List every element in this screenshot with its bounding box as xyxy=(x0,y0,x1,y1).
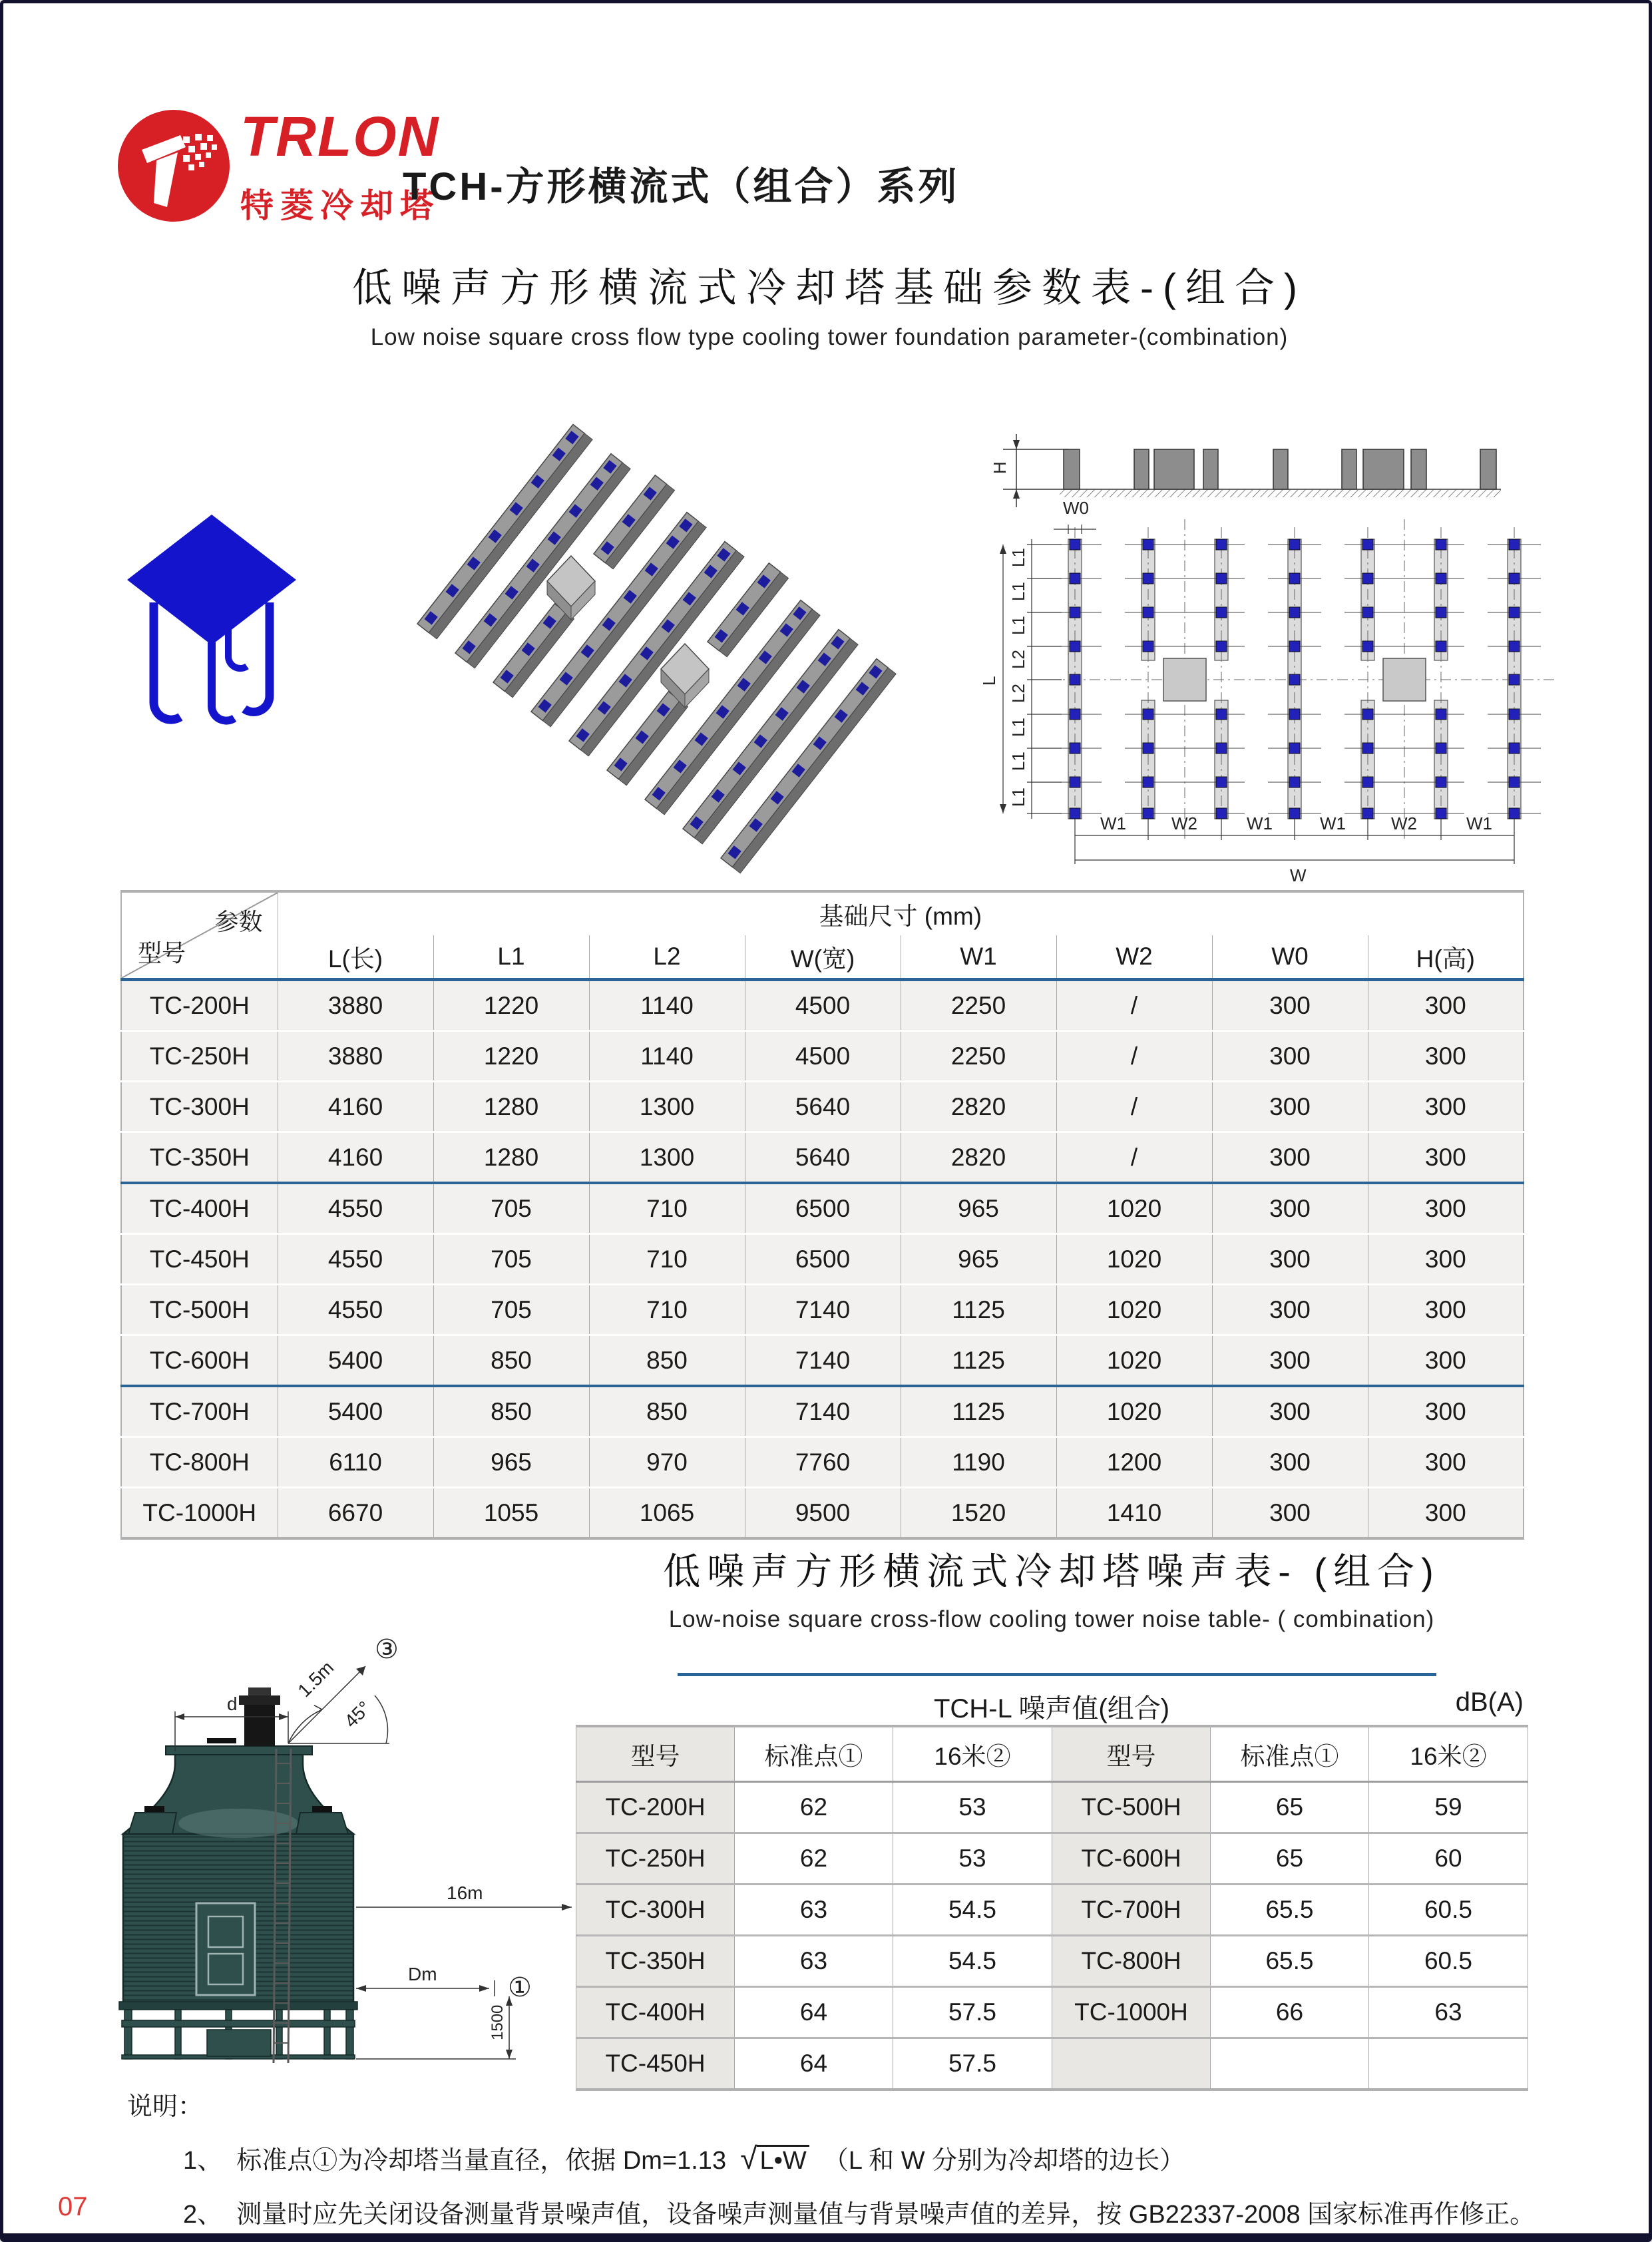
table-cell: 7760 xyxy=(745,1437,901,1488)
table-cell: 300 xyxy=(1368,980,1524,1031)
table-row xyxy=(576,1782,1528,1833)
table-cell: 53 xyxy=(893,1782,1052,1833)
table-row xyxy=(576,1987,1528,2038)
table-cell: TC-250H xyxy=(576,1833,735,1885)
table-cell: TC-350H xyxy=(121,1132,278,1184)
table-cell: 300 xyxy=(1368,1386,1524,1437)
table-cell: 6500 xyxy=(745,1234,901,1285)
header-brand xyxy=(116,105,440,227)
notes-block xyxy=(127,2086,1545,2230)
table-cell: TC-450H xyxy=(121,1234,278,1285)
table-cell: 300 xyxy=(1368,1488,1524,1539)
table-cell: 1055 xyxy=(433,1488,589,1539)
table-cell: 705 xyxy=(433,1285,589,1335)
table-cell: 705 xyxy=(433,1183,589,1234)
table-cell: 300 xyxy=(1212,1183,1368,1234)
table-cell: 2820 xyxy=(901,1132,1056,1184)
sqrt-radicand: L•W xyxy=(757,2145,809,2175)
noise-table-unit: dB(A) xyxy=(1455,1687,1524,1717)
table-cell: TC-200H xyxy=(576,1782,735,1833)
table-cell: 4500 xyxy=(745,1031,901,1082)
col-header: 标准点① xyxy=(1211,1726,1369,1782)
note-2: 2、 测量时应先关闭设备测量背景噪声值，设备噪声测量值与背景噪声值的差异，按 GB22337-2008 国家标准再作修正。 xyxy=(183,2201,1536,2229)
table-cell: 300 xyxy=(1212,1335,1368,1387)
table-cell: 4550 xyxy=(278,1234,433,1285)
table-cell: 4550 xyxy=(278,1183,433,1234)
noise-table-caption: TCH-L 噪声值(组合) xyxy=(933,1694,1170,1723)
table-cell: / xyxy=(1056,980,1212,1031)
table-row xyxy=(121,1488,1524,1539)
table-cell: 4550 xyxy=(278,1285,433,1335)
table-row xyxy=(121,1285,1524,1335)
table-cell: 1020 xyxy=(1056,1183,1212,1234)
table-cell: 1200 xyxy=(1056,1437,1212,1488)
table-cell: 60 xyxy=(1369,1833,1528,1885)
table-cell: 300 xyxy=(1368,1335,1524,1387)
table-cell: 300 xyxy=(1212,1132,1368,1184)
svg-text:L1: L1 xyxy=(1008,718,1028,737)
table-row xyxy=(576,1885,1528,1936)
table-cell: 3880 xyxy=(278,1031,433,1082)
table-cell: 63 xyxy=(735,1936,893,1987)
table-cell: TC-400H xyxy=(576,1987,735,2038)
svg-text:L1: L1 xyxy=(1008,787,1028,807)
table-cell: TC-600H xyxy=(1052,1833,1211,1885)
table-cell: 1020 xyxy=(1056,1234,1212,1285)
cooling-tower-drawing xyxy=(77,1589,609,2071)
table-cell: 970 xyxy=(589,1437,745,1488)
table-cell: 1140 xyxy=(589,1031,745,1082)
table-row xyxy=(576,2038,1528,2090)
table-cell: 5400 xyxy=(278,1386,433,1437)
table-cell: TC-500H xyxy=(121,1285,278,1335)
table-cell: 965 xyxy=(901,1183,1056,1234)
table-cell: TC-300H xyxy=(576,1885,735,1936)
page-number: 07 xyxy=(58,2192,88,2221)
table-cell: 1020 xyxy=(1056,1335,1212,1387)
section2-title-en: Low-noise square cross-flow cooling tower noise table- ( combination) xyxy=(668,1606,1435,1632)
tower-label-p1: ① xyxy=(508,1973,532,2002)
span-header: 基础尺寸 (mm) xyxy=(278,891,1524,935)
table-cell: 1125 xyxy=(901,1386,1056,1437)
table-cell: 300 xyxy=(1212,1488,1368,1539)
anchor-bolt-icon xyxy=(115,509,308,729)
table-cell: 2250 xyxy=(901,1031,1056,1082)
plan-label-l: L xyxy=(979,676,999,686)
table-cell: 1020 xyxy=(1056,1386,1212,1437)
foundation-table xyxy=(120,890,1524,1540)
table-cell: 1125 xyxy=(901,1335,1056,1387)
table-cell: TC-1000H xyxy=(121,1488,278,1539)
page-title: TCH-方形横流式（组合）系列 xyxy=(403,165,960,208)
notes-heading: 说明： xyxy=(127,2093,204,2121)
table-cell: 5640 xyxy=(745,1132,901,1184)
table-cell: 300 xyxy=(1212,1031,1368,1082)
table-cell: 1020 xyxy=(1056,1285,1212,1335)
table-cell: TC-500H xyxy=(1052,1782,1211,1833)
table-row xyxy=(121,1386,1524,1437)
col-header: 16米② xyxy=(1369,1726,1528,1782)
noise-table-caption-row xyxy=(576,1687,1528,1721)
table-cell: 5400 xyxy=(278,1335,433,1387)
svg-text:L1: L1 xyxy=(1008,752,1028,771)
table-cell: 850 xyxy=(589,1386,745,1437)
table-cell: 300 xyxy=(1212,980,1368,1031)
table-cell: 1220 xyxy=(433,1031,589,1082)
foundation-isometric-drawing xyxy=(409,417,975,887)
col-header: 16米② xyxy=(893,1726,1052,1782)
table-cell: 300 xyxy=(1212,1285,1368,1335)
table-cell: 300 xyxy=(1368,1234,1524,1285)
plan-label-w: W xyxy=(1290,865,1307,885)
table-cell: 7140 xyxy=(745,1335,901,1387)
col-header: 型号 xyxy=(1052,1726,1211,1782)
svg-text:L2: L2 xyxy=(1008,684,1028,703)
tower-label-dm: Dm xyxy=(408,1964,437,1984)
table-cell: 1065 xyxy=(589,1488,745,1539)
table-cell: 300 xyxy=(1368,1183,1524,1234)
table-cell: 965 xyxy=(433,1437,589,1488)
col-header: L1 xyxy=(433,935,589,980)
table-cell: 300 xyxy=(1368,1285,1524,1335)
section1-heading xyxy=(3,256,1652,351)
section2-divider xyxy=(678,1673,1436,1676)
section1-title-cn: 低噪声方形横流式冷却塔基础参数表-(组合) xyxy=(352,266,1307,310)
brand-name: TRLON xyxy=(240,105,440,168)
table-cell: 60.5 xyxy=(1369,1885,1528,1936)
table-cell: TC-600H xyxy=(121,1335,278,1387)
table-cell: TC-800H xyxy=(1052,1936,1211,1987)
table-cell: 62 xyxy=(735,1833,893,1885)
svg-text:L2: L2 xyxy=(1008,650,1028,669)
table-cell: 4160 xyxy=(278,1082,433,1132)
table-cell: 63 xyxy=(735,1885,893,1936)
table-row xyxy=(121,1183,1524,1234)
table-cell: 1520 xyxy=(901,1488,1056,1539)
table-cell: 1280 xyxy=(433,1082,589,1132)
svg-text:L1: L1 xyxy=(1008,582,1028,601)
table-cell: / xyxy=(1056,1031,1212,1082)
col-header: 型号 xyxy=(576,1726,735,1782)
table-cell: 57.5 xyxy=(893,1987,1052,2038)
table-cell: TC-700H xyxy=(121,1386,278,1437)
table-cell: 6110 xyxy=(278,1437,433,1488)
table-cell: 1190 xyxy=(901,1437,1056,1488)
table-cell: 7140 xyxy=(745,1386,901,1437)
svg-text:W1: W1 xyxy=(1247,813,1273,833)
section2-title-cn: 低噪声方形横流式冷却塔噪声表- (组合) xyxy=(663,1550,1440,1592)
noise-table xyxy=(576,1725,1528,2091)
corner-label-param: 参数 xyxy=(214,908,263,935)
svg-text:W1: W1 xyxy=(1466,813,1492,833)
tower-label-15m: 1.5m xyxy=(294,1657,338,1701)
table-row xyxy=(121,1335,1524,1387)
col-header: W1 xyxy=(901,935,1056,980)
col-header: W(宽) xyxy=(745,935,901,980)
table-cell: 53 xyxy=(893,1833,1052,1885)
table-cell xyxy=(1369,2038,1528,2090)
table-cell xyxy=(1052,2038,1211,2090)
table-cell: 65 xyxy=(1211,1782,1369,1833)
table-cell: 9500 xyxy=(745,1488,901,1539)
table-cell: 850 xyxy=(433,1335,589,1387)
table-row xyxy=(121,980,1524,1031)
table-cell: 7140 xyxy=(745,1285,901,1335)
table-cell: 300 xyxy=(1368,1031,1524,1082)
table-cell: TC-1000H xyxy=(1052,1987,1211,2038)
table-cell: 1125 xyxy=(901,1285,1056,1335)
table-cell: 850 xyxy=(589,1335,745,1387)
table-cell: 6500 xyxy=(745,1183,901,1234)
table-cell: 300 xyxy=(1212,1234,1368,1285)
plan-label-w0: W0 xyxy=(1063,498,1089,518)
table-cell: 710 xyxy=(589,1183,745,1234)
svg-text:L1: L1 xyxy=(1008,616,1028,635)
col-header: W0 xyxy=(1212,935,1368,980)
table-cell: / xyxy=(1056,1082,1212,1132)
table-cell: TC-250H xyxy=(121,1031,278,1082)
sqrt-symbol: √ xyxy=(740,2141,757,2175)
table-cell: 1140 xyxy=(589,980,745,1031)
svg-text:W1: W1 xyxy=(1100,813,1126,833)
table-cell: 2820 xyxy=(901,1082,1056,1132)
table-cell: 65.5 xyxy=(1211,1885,1369,1936)
table-cell: / xyxy=(1056,1132,1212,1184)
tower-label-p3: ③ xyxy=(375,1635,399,1664)
table-row xyxy=(121,1132,1524,1184)
col-header: W2 xyxy=(1056,935,1212,980)
table-cell: 1300 xyxy=(589,1132,745,1184)
table-cell: TC-700H xyxy=(1052,1885,1211,1936)
table-corner-cell xyxy=(121,891,278,980)
table-row xyxy=(576,1936,1528,1987)
tower-label-d: d xyxy=(227,1693,238,1714)
table-cell: 1220 xyxy=(433,980,589,1031)
col-header: L(长) xyxy=(278,935,433,980)
table-cell: 1410 xyxy=(1056,1488,1212,1539)
col-header: 标准点① xyxy=(735,1726,893,1782)
brand-subtitle: 特菱冷却塔 xyxy=(240,187,440,224)
note-1: 1、 标准点①为冷却塔当量直径，依据 Dm=1.13 √ L•W （L 和 W 分别为冷却塔的边长） xyxy=(183,2141,1185,2175)
table-cell: 710 xyxy=(589,1234,745,1285)
tower-label-16m: 16m xyxy=(447,1883,483,1903)
svg-text:W2: W2 xyxy=(1391,813,1417,833)
table-row xyxy=(121,1437,1524,1488)
table-cell: 60.5 xyxy=(1369,1936,1528,1987)
table-cell: TC-450H xyxy=(576,2038,735,2090)
table-cell: 54.5 xyxy=(893,1885,1052,1936)
table-cell: 710 xyxy=(589,1285,745,1335)
col-header: L2 xyxy=(589,935,745,980)
table-cell: TC-350H xyxy=(576,1936,735,1987)
table-cell: 965 xyxy=(901,1234,1056,1285)
table-cell: 705 xyxy=(433,1234,589,1285)
table-cell xyxy=(1211,2038,1369,2090)
table-cell: 300 xyxy=(1368,1132,1524,1184)
section1-title-en: Low noise square cross flow type cooling tower foundation parameter-(combination) xyxy=(370,324,1289,350)
table-cell: 2250 xyxy=(901,980,1056,1031)
corner-label-model: 型号 xyxy=(138,939,186,967)
section2-heading xyxy=(576,1542,1528,1633)
table-cell: 64 xyxy=(735,2038,893,2090)
table-cell: 3880 xyxy=(278,980,433,1031)
table-cell: TC-800H xyxy=(121,1437,278,1488)
table-cell: 850 xyxy=(433,1386,589,1437)
plan-label-h: H xyxy=(990,461,1010,474)
table-cell: 64 xyxy=(735,1987,893,2038)
trlon-logo-icon xyxy=(116,109,231,223)
col-header: H(高) xyxy=(1368,935,1524,980)
table-cell: 63 xyxy=(1369,1987,1528,2038)
tower-label-45: 45° xyxy=(340,1697,375,1732)
svg-text:L1: L1 xyxy=(1008,548,1028,567)
table-cell: 1300 xyxy=(589,1082,745,1132)
table-cell: 1280 xyxy=(433,1132,589,1184)
table-row xyxy=(576,1833,1528,1885)
table-cell: TC-300H xyxy=(121,1082,278,1132)
table-cell: 300 xyxy=(1212,1437,1368,1488)
table-row xyxy=(121,1234,1524,1285)
tower-label-1500: 1500 xyxy=(489,2004,507,2040)
table-row xyxy=(121,1082,1524,1132)
table-cell: TC-400H xyxy=(121,1183,278,1234)
table-cell: 4500 xyxy=(745,980,901,1031)
table-cell: 300 xyxy=(1212,1082,1368,1132)
svg-text:W2: W2 xyxy=(1171,813,1197,833)
table-cell: 54.5 xyxy=(893,1936,1052,1987)
table-cell: 300 xyxy=(1368,1082,1524,1132)
table-row xyxy=(121,1031,1524,1082)
table-cell: 65.5 xyxy=(1211,1936,1369,1987)
table-cell: 66 xyxy=(1211,1987,1369,2038)
foundation-plan-drawing xyxy=(968,359,1601,887)
table-cell: 4160 xyxy=(278,1132,433,1184)
table-cell: 300 xyxy=(1368,1437,1524,1488)
table-cell: TC-200H xyxy=(121,980,278,1031)
table-cell: 6670 xyxy=(278,1488,433,1539)
svg-text:W1: W1 xyxy=(1320,813,1346,833)
table-cell: 57.5 xyxy=(893,2038,1052,2090)
table-cell: 62 xyxy=(735,1782,893,1833)
table-cell: 5640 xyxy=(745,1082,901,1132)
table-cell: 300 xyxy=(1212,1386,1368,1437)
table-cell: 65 xyxy=(1211,1833,1369,1885)
table-cell: 59 xyxy=(1369,1782,1528,1833)
